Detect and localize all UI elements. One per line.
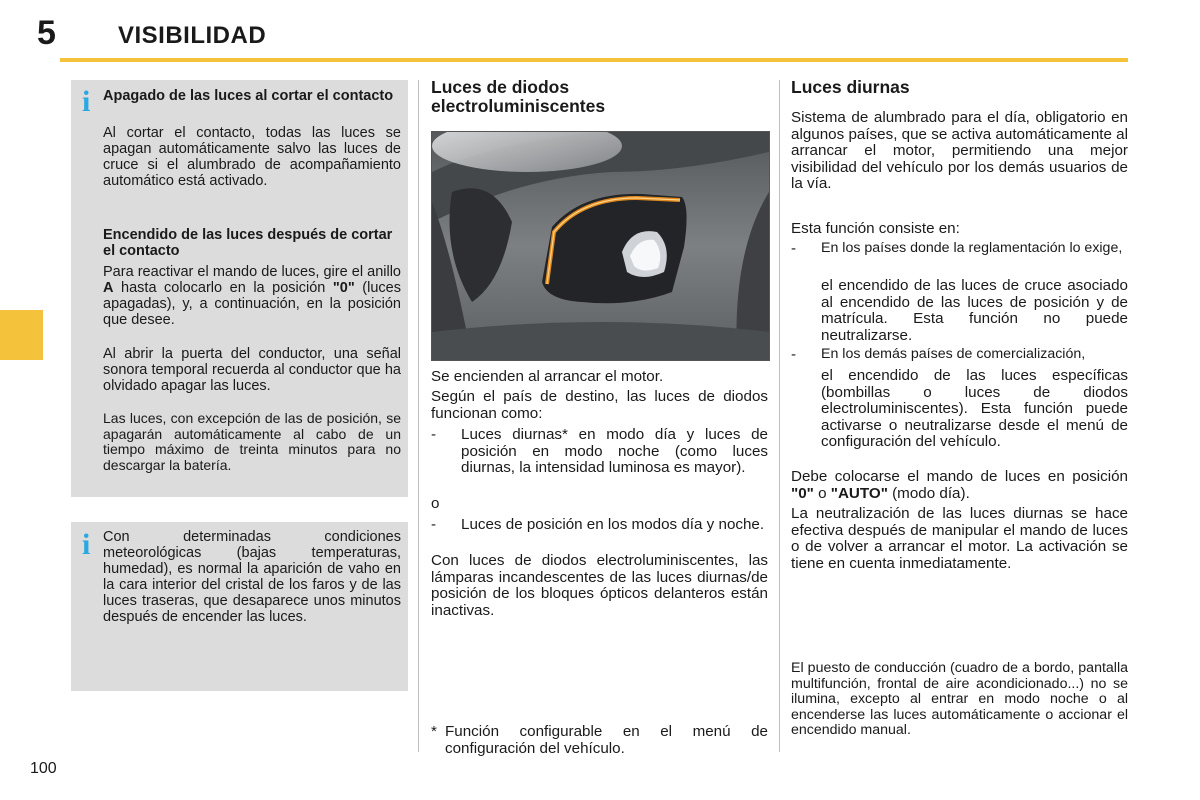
ring-label-a: A [103, 280, 114, 296]
box-text-door-warning: Al abrir la puerta del conductor, una señal sonora temporal recuerda al conductor que ha olvidado apagar las luces. [103, 346, 401, 394]
section-heading-daytime: Luces diurnas [791, 77, 910, 97]
led-bullet-daytime-text: Luces diurnas* en modo día y luces de posición en modo noche (como luces diurnas, la intensidad luminosa es mayor). [461, 426, 768, 476]
footnote-text: Función configurable en el menú de configuración del vehículo. [445, 723, 768, 757]
led-bullet-position-text: Luces de posición en los modos día y noche. [461, 516, 765, 533]
section-heading-led: Luces de diodos electroluminiscentes [431, 77, 606, 116]
box-text-lights-off: Al cortar el contacto, todas las luces se apagan automáticamente salvo las luces de cruce si el alumbrado de acompañamiento automático está activado. [103, 125, 401, 189]
box-text-reactivate: Para reactivar el mando de luces, gire el anillo A hasta colocarlo en la posición "0" (luces apagadas), y, a continuación, en la posición que desee. [103, 264, 401, 328]
info-box-lights-off [71, 80, 408, 497]
led-paragraph-country: Según el país de destino, las luces de diodos funcionan como: [431, 388, 768, 422]
box-heading-lights-on-after: Encendido de las luces después de cortar el contacto [103, 227, 393, 259]
led-daytime-light-photo [431, 131, 770, 361]
box-text-condensation: Con determinadas condiciones meteorológicas (bajas temperaturas, humedad), es normal la aparición de vaho en la cara interior del cristal de los faros y de las luces traseras, que desaparece unos minutos después de encender las luces. [103, 529, 401, 625]
column-divider-left [418, 80, 419, 752]
led-or: o [431, 495, 440, 512]
daytime-consists: Esta función consiste en: [791, 220, 960, 237]
led-paragraph-incandescent: Con luces de diodos electroluminiscentes, las lámparas incandescentes de las luces diurnas/de posición de los bloques ópticos delanteros están inactivas. [431, 552, 768, 619]
daytime-neutralization: La neutralización de las luces diurnas se hace efectiva después de manipular el mando de luces o de volver a arrancar el motor. La activación se tiene en cuenta inmediatamente. [791, 505, 1128, 572]
dashboard-lighting-note: El puesto de conducción (cuadro de a bordo, pantalla multifunción, frontal de aire acondicionado...) no se ilumina, excepto al entrar en modo noche o al encenderse las luces automáticamente o accionar el encendido manual. [791, 660, 1128, 738]
info-box-condensation [71, 522, 408, 691]
chapter-number: 5 [37, 14, 56, 52]
info-icon: i [82, 528, 91, 561]
led-paragraph-start: Se encienden al arrancar el motor. [431, 368, 664, 385]
position-zero-label: "0" [791, 484, 814, 502]
chapter-side-tab [0, 310, 43, 360]
position-auto-label: "AUTO" [830, 484, 888, 502]
header-rule [60, 58, 1128, 62]
box-heading-lights-off: Apagado de las luces al cortar el contacto [103, 88, 394, 104]
page-number: 100 [30, 760, 57, 777]
car-front-bumper-illustration [432, 132, 769, 360]
footnote-mark: * [431, 723, 437, 740]
daytime-other-detail: el encendido de las luces específicas (bombillas o luces de diodos electroluminiscentes). Esta función puede activarse o neutralizarse desde el menú de configuración del vehículo. [821, 367, 1128, 450]
column-divider-right [779, 80, 780, 752]
position-zero-label: "0" [332, 280, 355, 296]
daytime-bullet-regulation-text: En los países donde la reglamentación lo exige, [821, 240, 1123, 256]
info-icon: i [82, 85, 91, 118]
daytime-bullet-other-text: En los demás países de comercialización, [821, 346, 1086, 362]
daytime-switch-position: Debe colocarse el mando de luces en posición "0" o "AUTO" (modo día). [791, 468, 1128, 502]
daytime-intro: Sistema de alumbrado para el día, obligatorio en algunos países, que se activa automáticamente al arrancar el motor, permitiendo una mejor visibilidad del vehículo por los demás usuarios de la vía. [791, 109, 1128, 192]
daytime-regulation-detail: el encendido de las luces de cruce asociado al encendido de las luces de posición y de matrícula. Esta función no puede neutralizarse. [821, 277, 1128, 344]
chapter-title: VISIBILIDAD [118, 22, 267, 49]
box-text-auto-off: Las luces, con excepción de las de posición, se apagarán automáticamente al cabo de un tiempo máximo de treinta minutos para no descargar la batería. [103, 410, 401, 473]
